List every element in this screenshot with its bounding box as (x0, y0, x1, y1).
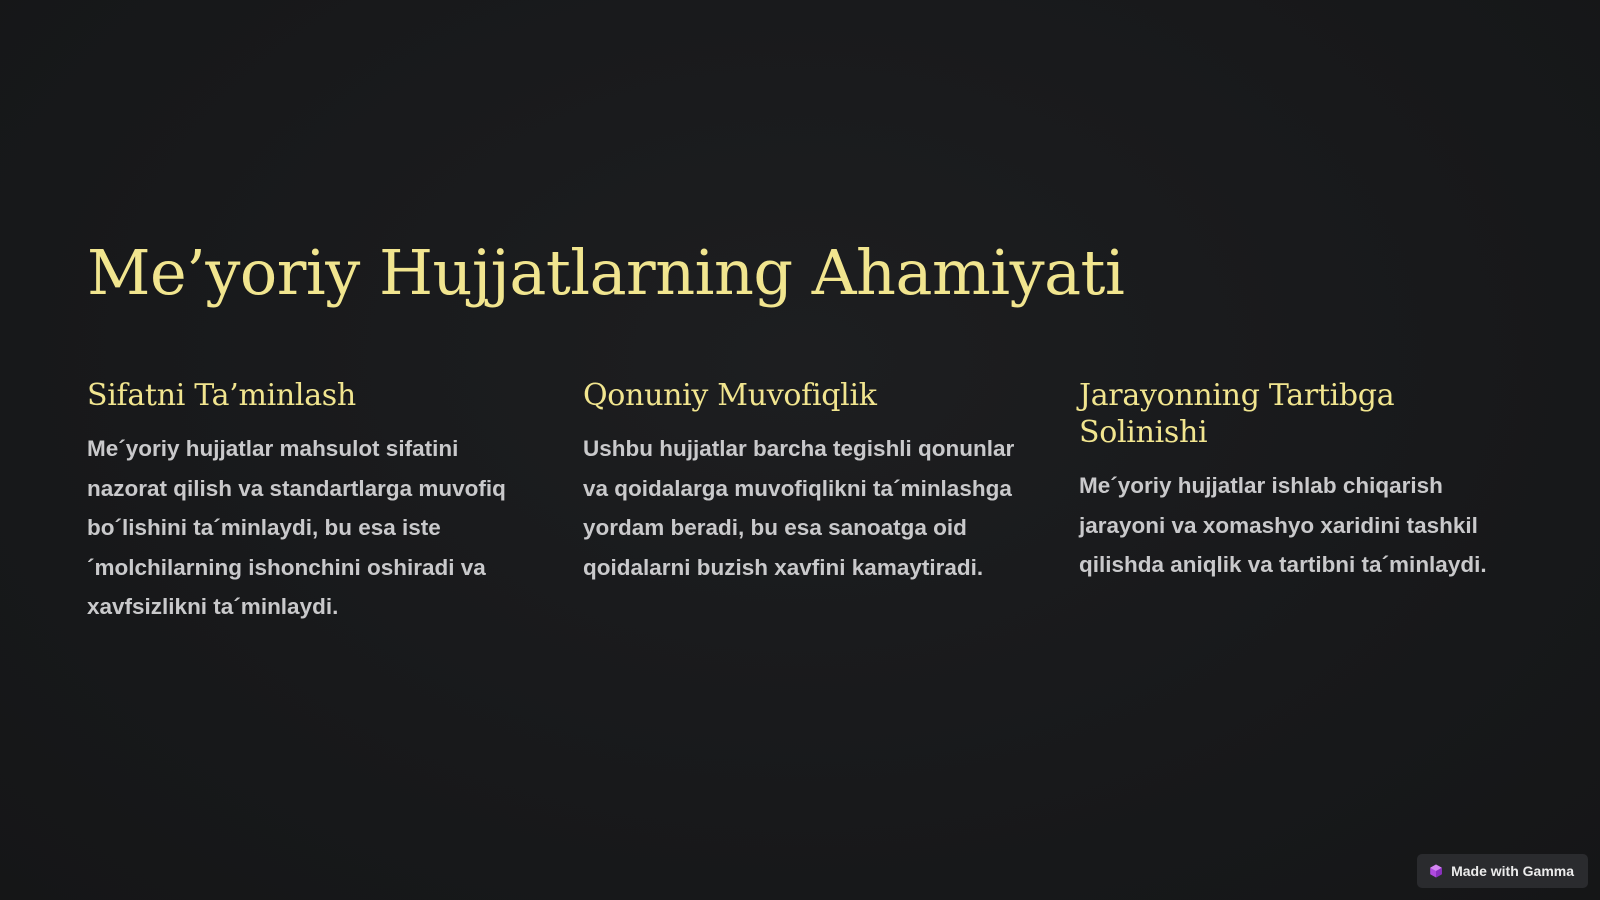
badge-label: Made with Gamma (1451, 863, 1574, 879)
column-body: Me´yoriy hujjatlar mahsulot sifatini nazorat qilish va standartlarga muvofiq bo´lishini ta´minlaydi, bu esa iste´molchilarning ishonchini oshiradi va xavfsizlikni ta´minlaydi. (87, 436, 506, 619)
column-body: Ushbu hujjatlar barcha tegishli qonunlar va qoidalarga muvofiqlikni ta´minlashga yordam beradi, bu esa sanoatga oid qoidalarni buzish xavfini kamaytiradi. (583, 436, 1015, 580)
column-process-regulation (1079, 377, 1519, 585)
slide-title: Me’yoriy Hujjatlarning Ahamiyati (87, 236, 1125, 309)
gamma-logo-icon (1429, 864, 1443, 878)
column-body: Me´yoriy hujjatlar ishlab chiqarish jarayoni va xomashyo xaridini tashkil qilishda aniqlik va tartibni ta´minlaydi. (1079, 473, 1487, 577)
column-heading: Qonuniy Muvofiqlik (583, 378, 877, 413)
column-heading: Sifatni Ta’minlash (87, 378, 356, 413)
column-quality (87, 377, 527, 627)
made-with-gamma-badge[interactable] (1417, 854, 1588, 888)
column-legal-compliance (583, 377, 1023, 587)
column-heading: Jarayonning Tartibga Solinishi (1079, 378, 1395, 450)
